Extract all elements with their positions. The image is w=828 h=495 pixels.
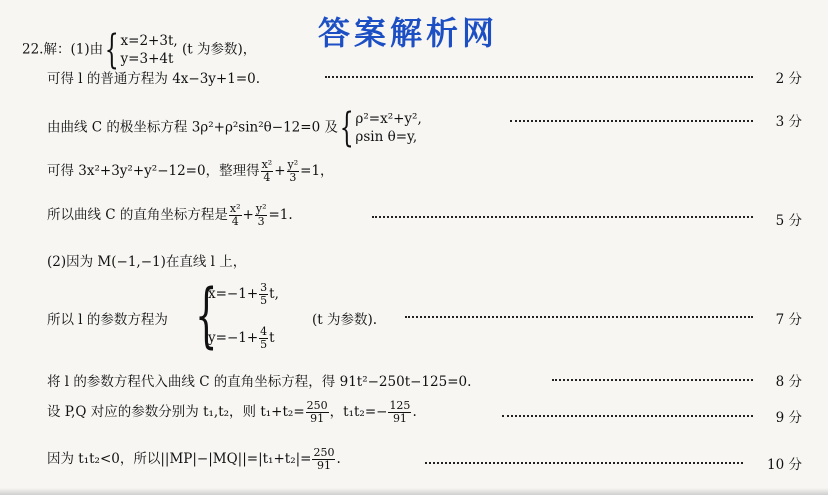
solution-line-8	[0, 364, 828, 394]
cropped-next-line	[0, 488, 828, 495]
line9-mid: ，t₁t₂=−	[329, 404, 388, 420]
solution-line-5	[0, 201, 828, 231]
score-label: 2 分	[775, 71, 802, 87]
left-brace: {	[339, 105, 354, 151]
line7-prefix: 所以 l 的参数方程为	[47, 312, 168, 328]
plus-sign: +	[274, 163, 286, 179]
line4-suffix: =1，	[300, 163, 334, 179]
fraction: $\frac{\text{x²}}{4}$	[229, 202, 241, 228]
equation-y: y=3+4t	[120, 51, 174, 67]
score-label: 8 分	[775, 374, 802, 390]
line4-prefix: 可得 3x²+3y²+y²−12=0，整理得	[47, 163, 260, 179]
line10-prefix: 因为 t₁t₂<0，所以||MP|−|MQ||=|t₁+t₂|=	[47, 451, 312, 467]
score-label: 3 分	[775, 114, 802, 130]
line10-suffix: .	[336, 451, 341, 467]
score-label: 9 分	[775, 410, 802, 426]
score-label: 7 分	[775, 312, 802, 328]
plus-sign: +	[242, 207, 254, 223]
solution-line-9	[0, 400, 828, 430]
fraction: $\frac{250}{91}$	[313, 446, 335, 472]
leader-dots	[510, 120, 753, 122]
leader-dots	[552, 379, 753, 381]
solution-line-7	[0, 274, 828, 358]
equation-rho-sq: ρ²=x²+y²,	[355, 111, 422, 127]
equation-rho-sin: ρsin θ=y,	[355, 129, 418, 145]
solution-line-4	[0, 157, 828, 187]
solution-line-10	[0, 447, 828, 477]
leader-dots	[405, 316, 753, 318]
leader-dots	[425, 462, 743, 464]
polar-system	[355, 110, 421, 146]
left-brace: {	[195, 274, 218, 356]
solution-line-2	[0, 61, 828, 91]
line1-prefix: 22.解：(1)由	[22, 41, 104, 58]
line5-suffix: =1.	[268, 207, 293, 223]
fraction: $\frac{125}{91}$	[389, 399, 411, 425]
left-brace: {	[104, 27, 119, 73]
line5-prefix: 所以曲线 C 的直角坐标方程是	[47, 207, 228, 223]
solution-line-1	[0, 20, 828, 73]
line3-prefix: 由曲线 C 的极坐标方程 3ρ²+ρ²sin²θ−12=0 及	[47, 119, 338, 136]
line9-suffix: .	[412, 404, 417, 420]
param-equation-y: y=−1+ $\frac{4}{5}$ t	[208, 325, 275, 351]
solution-line-6	[0, 244, 828, 274]
line1-suffix: (t 为参数)，	[181, 41, 257, 58]
score-label: 10 分	[767, 457, 802, 473]
fraction: $\frac{\text{x²}}{4}$	[261, 158, 273, 184]
watermark-logo: 答案解析网	[318, 14, 499, 52]
line6-text: (2)因为 M(−1,−1)在直线 l 上，	[47, 254, 247, 270]
fraction: $\frac{\text{y²}}{3}$	[287, 158, 299, 184]
leader-dots	[502, 415, 753, 417]
solution-line-3	[0, 100, 828, 151]
leader-dots	[372, 216, 753, 218]
score-label: 5 分	[775, 213, 802, 229]
fraction: $\frac{250}{91}$	[306, 399, 328, 425]
leader-dots	[325, 76, 753, 78]
line2-text: 可得 l 的普通方程为 4x−3y+1=0.	[47, 71, 261, 87]
line9-prefix: 设 P,Q 对应的参数分别为 t₁,t₂，则 t₁+t₂=	[47, 404, 305, 420]
fraction: $\frac{\text{y²}}{3}$	[255, 202, 267, 228]
equation-x: x=2+3t,	[120, 33, 178, 49]
line7-suffix: (t 为参数).	[312, 312, 378, 328]
param-equation-x: x=−1+ $\frac{3}{5}$ t,	[208, 281, 279, 307]
line8-text: 将 l 的参数方程代入曲线 C 的直角坐标方程，得 91t²−250t−125=0.	[47, 374, 472, 390]
